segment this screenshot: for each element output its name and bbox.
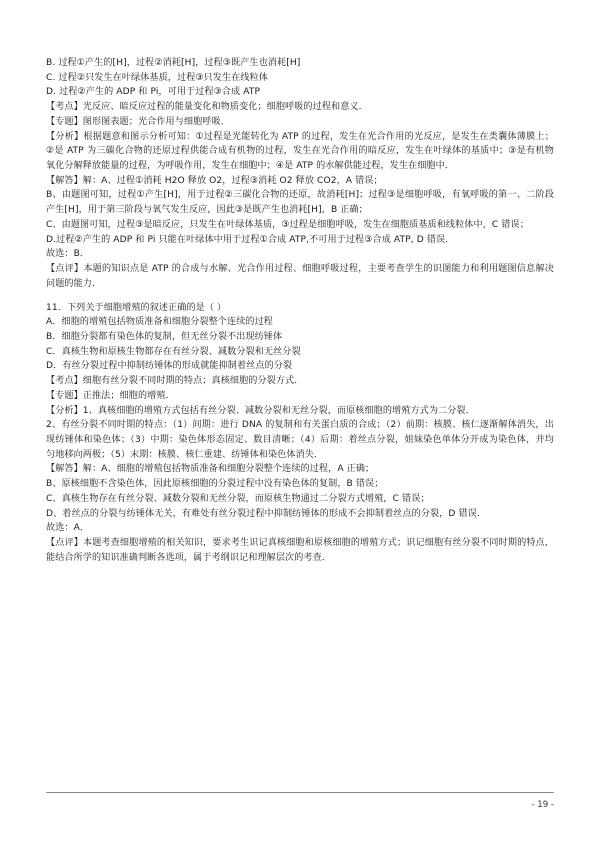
q10-guxuan: 故选：B． [46, 249, 90, 260]
q10-kaodian-text: 光反应、暗反应过程的能量变化和物质变化；细胞呼吸的过程和意义． [82, 102, 368, 113]
q10-dianping-label: 【点评】 [46, 264, 84, 275]
q10-zhuanti [46, 115, 554, 130]
q10-zhuanti-text: 图形图表题；光合作用与细胞呼吸． [82, 116, 230, 127]
q11-jieda-line-b: B、原核细胞不含染色体，因此原核细胞的分裂过程中没有染色体的复制，B 错误； [46, 479, 384, 490]
q10-dianping-text: 本题的知识点是 ATP 的合成与水解、光合作用过程、细胞呼吸过程，主要考查学生的识图能力和利用题图信息解决问题的能力． [46, 264, 554, 289]
q10-jieda-line-b: B、由题图可知，过程①产生[H]，用于过程②三碳化合物的还原，故消耗[H]；过程③是细胞呼吸，有氧呼吸的第一、二阶段产生[H]，用于第三阶段与氧气发生反应，因此③是既产生也消耗[H]，B 正确； [46, 190, 554, 216]
section-spacer [46, 292, 554, 301]
q11-jieda-line-c: C、真核生物存在有丝分裂、减数分裂和无丝分裂，而原核生物通过二分裂方式增殖，C 错误； [46, 493, 430, 504]
q11-fenxi-first [46, 404, 554, 419]
q10-jieda-first [46, 174, 554, 189]
option-c: C. 过程②只发生在叶绿体基质，过程③只发生在线粒体 [46, 72, 269, 83]
q11-kaodian-label: 【考点】 [46, 376, 83, 387]
q10-jieda-line-d: D.过程②产生的 ADP 和 Pi 只能在叶绿体中用于过程①合成 ATP,不可用于过程③合成 ATP, D 错误． [46, 234, 455, 245]
q11-kaodian [46, 374, 554, 389]
q11-jieda-line-a: 解：A、细胞的增殖包括物质准备和细胞分裂整个连续的过程，A 正确； [82, 464, 375, 475]
q11-zhuanti-text: 正推法；细胞的增殖． [82, 390, 175, 401]
q10-fenxi-text: 根据题意和图示分析可知：①过程是光能转化为 ATP 的过程，发生在光合作用的光反应，是发生在类囊体薄膜上；②是 ATP 为三碳化合物的还原过程供能合成有机物的过程，发生在光合作用的暗反应，发生在叶绿体的基质中；③是有机物氧化分解释放能量的过程，为呼吸作用，发生在细胞中；④是 ATP 的水解供能过程，发生在细胞中． [46, 131, 554, 172]
option-b: B. 过程①产生的[H]，过程②消耗[H]，过程③既产生也消耗[H] [46, 58, 301, 68]
q10-zhuanti-label: 【专题】 [46, 116, 83, 127]
q10-kaodian [46, 100, 554, 115]
document-body [46, 56, 554, 565]
q11-fenxi-line-2: 2、有丝分裂不同时期的特点：（1）间期：进行 DNA 的复制和有关蛋白质的合成；（2）前期：核膜、核仁逐渐解体消失，出现纺锤体和染色体；（3）中期：染色体形态固定、数目清晰；（4）后期：着丝点分裂，姐妹染色单体分开成为染色体，并均匀地移向两极；（5）末期：核膜、核仁重建、纺锤体和染色体消失． [46, 420, 554, 460]
q11-jieda-first [46, 462, 554, 477]
q11-zhuanti [46, 389, 554, 404]
page-number: - 19 - [531, 800, 554, 810]
q11-dianping-text: 本题考查细胞增殖的相关知识，要求考生识记真核细胞和原核细胞的增殖方式；识记细胞有丝分裂不同时期的特点，能结合所学的知识准确判断各选项，属于考纲识记和理解层次的考查． [46, 538, 554, 563]
q10-jieda-line-c: C、由题图可知，过程③是暗反应，只发生在叶绿体基质，③过程是细胞呼吸，发生在细胞质基质和线粒体中，C 错误； [46, 219, 529, 230]
option-d: D. 过程②产生的 ADP 和 Pi，可用于过程③合成 ATP [46, 87, 261, 98]
q10-fenxi-label: 【分析】 [46, 131, 84, 142]
q11-option-b: B．细胞分裂都有染色体的复制，但无丝分裂不出现纺锤体 [46, 331, 283, 342]
q11-dianping-label: 【点评】 [46, 538, 83, 548]
q11-option-c: C．真核生物和原核生物都存在有丝分裂、减数分裂和无丝分裂 [46, 346, 301, 357]
q10-fenxi [46, 130, 554, 174]
q11-guxuan: 故选：A． [46, 523, 90, 534]
q10-jieda-line-a: 解：A、过程①消耗 H2O 释放 O2，过程③消耗 O2 释放 CO2，A 错误； [82, 175, 383, 186]
q11-option-d: D．有丝分裂过程中抑制纺锤体的形成就能抑制着丝点的分裂 [46, 361, 293, 372]
q11-fenxi-label: 【分析】 [46, 405, 83, 416]
q11-jieda-line-d: D、着丝点的分裂与纺锤体无关，有难处有丝分裂过程中抑制纺锤体的形成不会抑制着丝点的分裂，D 错误． [46, 508, 487, 519]
q10-jieda-label: 【解答】 [46, 175, 83, 186]
q11-kaodian-text: 细胞有丝分裂不同时期的特点；真核细胞的分裂方式． [82, 376, 304, 387]
q10-kaodian-label: 【考点】 [46, 102, 83, 113]
q11-option-a: A．细胞的增殖包括物质准备和细胞分裂整个连续的过程 [46, 317, 273, 328]
question-11-stem: 11．下列关于细胞增殖的叙述正确的是（ ） [46, 302, 227, 313]
question-10-options [46, 56, 554, 100]
q11-fenxi-line-1: 1、真核细胞的增殖方式包括有丝分裂、减数分裂和无丝分裂，而原核细胞的增殖方式为二分裂． [82, 405, 475, 416]
q11-dianping [46, 536, 554, 565]
q11-jieda-label: 【解答】 [46, 464, 83, 475]
page-footer [46, 792, 554, 810]
q11-zhuanti-label: 【专题】 [46, 390, 83, 401]
q10-dianping [46, 262, 554, 291]
